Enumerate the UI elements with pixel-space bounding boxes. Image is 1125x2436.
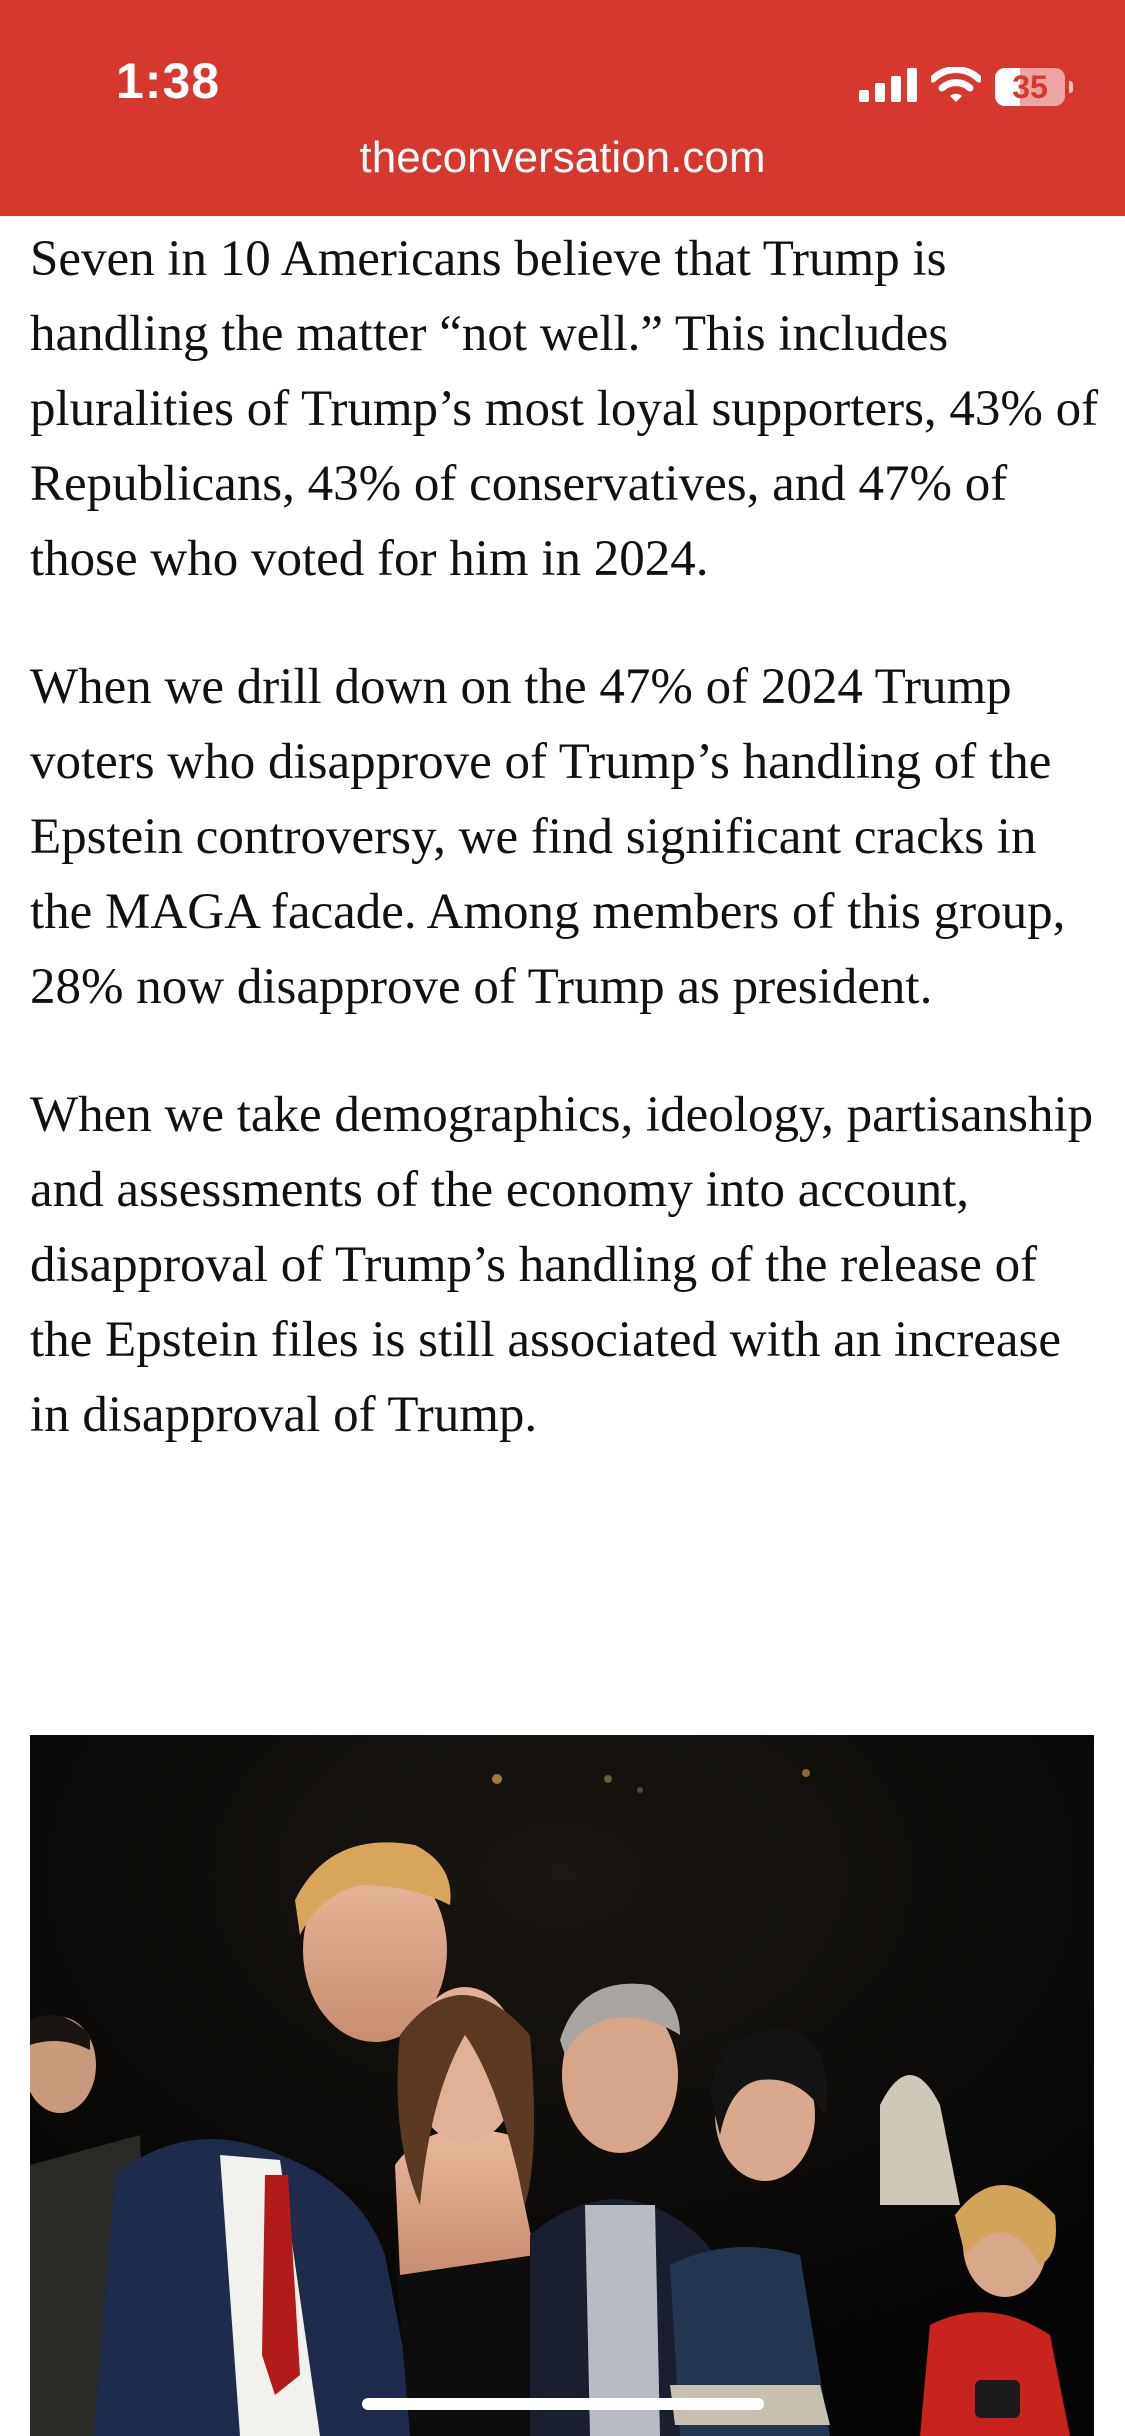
status-icons (859, 64, 1065, 110)
article-photo[interactable] (30, 1735, 1094, 2436)
article-paragraph: Seven in 10 Americans believe that Trump is handling the matter “not well.” This includes pluralities of Trump’s most loyal supporters, 43% of Republicans, 43% of conservatives, and 47% of those who voted for him in 2024. (30, 231, 1099, 587)
article-paragraph: When we drill down on the 47% of 2024 Trump voters who disapprove of Trump’s handling of the Epstein controversy, we find significant cracks in the MAGA facade. Among members of this group, 28% now disapprove of Trump as president. (30, 659, 1066, 1015)
article-paragraph: When we take demographics, ideology, partisanship and assessments of the economy into account, disapproval of Trump’s handling of the release of the Epstein files is still associated with an increase in disapproval of Trump. (30, 1087, 1094, 1443)
battery-icon (995, 68, 1065, 106)
group-photo-image (30, 1735, 1094, 2436)
article-body (30, 222, 1100, 1506)
cellular-signal-icon (859, 68, 917, 107)
browser-top-bar (0, 0, 1125, 216)
home-indicator[interactable] (362, 2398, 764, 2410)
battery-level: 35 (1012, 69, 1048, 105)
battery-cap (1069, 81, 1073, 93)
wifi-icon (931, 67, 981, 108)
address-bar-url[interactable]: theconversation.com (359, 133, 766, 182)
status-time: 1:38 (116, 53, 221, 109)
